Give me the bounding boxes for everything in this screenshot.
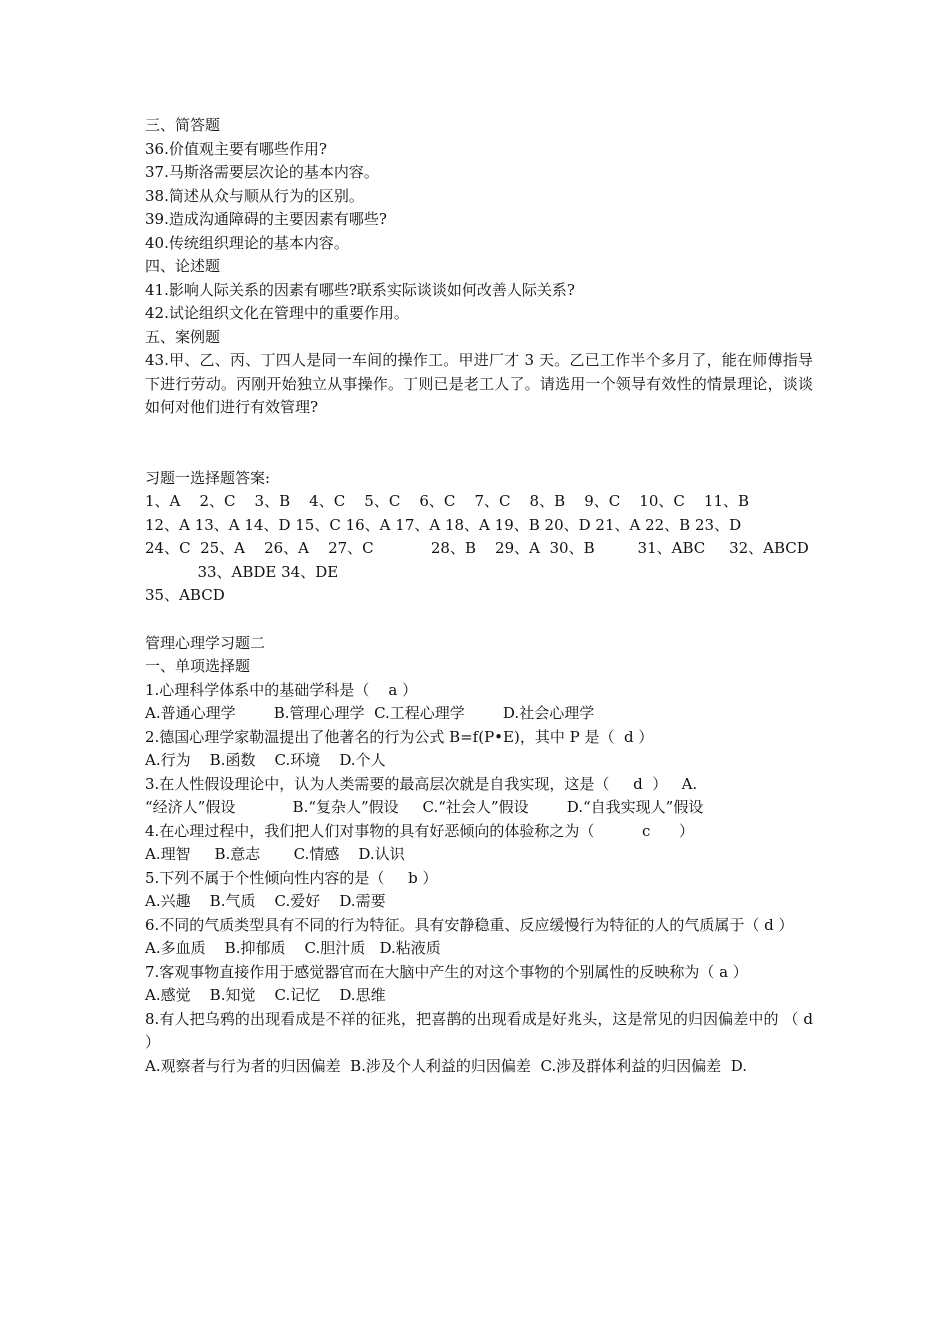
- question-5: 5.下列不属于个性倾向性内容的是（ b ）: [145, 868, 438, 887]
- question-39: 39.造成沟通障碍的主要因素有哪些?: [145, 210, 387, 228]
- question-1: 1.心理科学体系中的基础学科是（ a ）: [145, 680, 418, 699]
- question-8: 8.有人把乌鸦的出现看成是不祥的征兆，把喜鹊的出现看成是好兆头，这是常见的归因偏差中的 （ d ）: [145, 1009, 813, 1051]
- question-4-options: A.理智 B.意志 C.情感 D.认识: [145, 845, 405, 863]
- section-heading-case: 五、案例题: [145, 327, 221, 346]
- question-2-options: A.行为 B.函数 C.环境 D.个人: [145, 751, 386, 769]
- question-3: 3.在人性假设理论中，认为人类需要的最高层次就是自我实现，这是（ d ） A.: [145, 774, 698, 793]
- answers-heading: 习题一选择题答案:: [145, 468, 271, 487]
- answers-row-3b: 33、ABDE 34、DE: [145, 562, 339, 581]
- question-8-options: A.观察者与行为者的归因偏差 B.涉及个人利益的归因偏差 C.涉及群体利益的归因偏差 D.: [145, 1056, 747, 1075]
- spacer: [145, 420, 813, 467]
- section-heading-short-answer: 三、简答题: [145, 116, 221, 134]
- answers-row-1: 1、A 2、C 3、B 4、C 5、C 6、C 7、C 8、B 9、C 10、C 11、B: [145, 492, 750, 510]
- question-38: 38.简述从众与顺从行为的区别。: [145, 186, 364, 205]
- question-7: 7.客观事物直接作用于感觉器官而在大脑中产生的对这个事物的个别属性的反映称为（ a ）: [145, 962, 748, 981]
- spacer: [145, 608, 813, 632]
- question-41: 41.影响人际关系的因素有哪些?联系实际谈谈如何改善人际关系?: [145, 280, 575, 299]
- section-heading-essay: 四、论述题: [145, 257, 221, 275]
- question-6: 6.不同的气质类型具有不同的行为特征。具有安静稳重、反应缓慢行为特征的人的气质属于（ d ）: [145, 915, 794, 934]
- question-6-options: A.多血质 B.抑郁质 C.胆汁质 D.粘液质: [145, 939, 441, 957]
- question-2: 2.德国心理学家勒温提出了他著名的行为公式 B=f(P•E)，其中 P 是（ d ）: [145, 727, 654, 746]
- answers-row-4: 35、ABCD: [145, 586, 225, 604]
- question-43: 43.甲、乙、丙、丁四人是同一车间的操作工。甲进厂才 3 天。乙已工作半个多月了，能在师傅指导下进行劳动。丙刚开始独立从事操作。丁则已是老工人了。请选用一个领导有效性的情景理论，谈谈如何对他们进行有效管理?: [145, 351, 813, 416]
- section-heading-single-choice: 一、单项选择题: [145, 657, 251, 675]
- document-body: [145, 114, 813, 1078]
- answers-row-2: 12、A 13、A 14、D 15、C 16、A 17、A 18、A 19、B 20、D 21、A 22、B 23、D: [145, 515, 742, 534]
- question-3-options: “经济人”假设 B.“复杂人”假设 C.“社会人”假设 D.“自我实现人”假设: [145, 798, 704, 816]
- exercise-2-title: 管理心理学习题二: [145, 633, 266, 652]
- question-37: 37.马斯洛需要层次论的基本内容。: [145, 163, 379, 181]
- question-36: 36.价值观主要有哪些作用?: [145, 139, 327, 158]
- question-4: 4.在心理过程中，我们把人们对事物的具有好恶倾向的体验称之为（ c ）: [145, 821, 695, 840]
- question-42: 42.试论组织文化在管理中的重要作用。: [145, 304, 409, 322]
- question-40: 40.传统组织理论的基本内容。: [145, 233, 349, 252]
- question-1-options: A.普通心理学 B.管理心理学 C.工程心理学 D.社会心理学: [145, 704, 595, 722]
- question-5-options: A.兴趣 B.气质 C.爱好 D.需要: [145, 892, 386, 910]
- question-7-options: A.感觉 B.知觉 C.记忆 D.思维: [145, 986, 386, 1004]
- answers-row-3: 24、C 25、A 26、A 27、C 28、B 29、A 30、B 31、ABC 32、ABCD: [145, 539, 809, 557]
